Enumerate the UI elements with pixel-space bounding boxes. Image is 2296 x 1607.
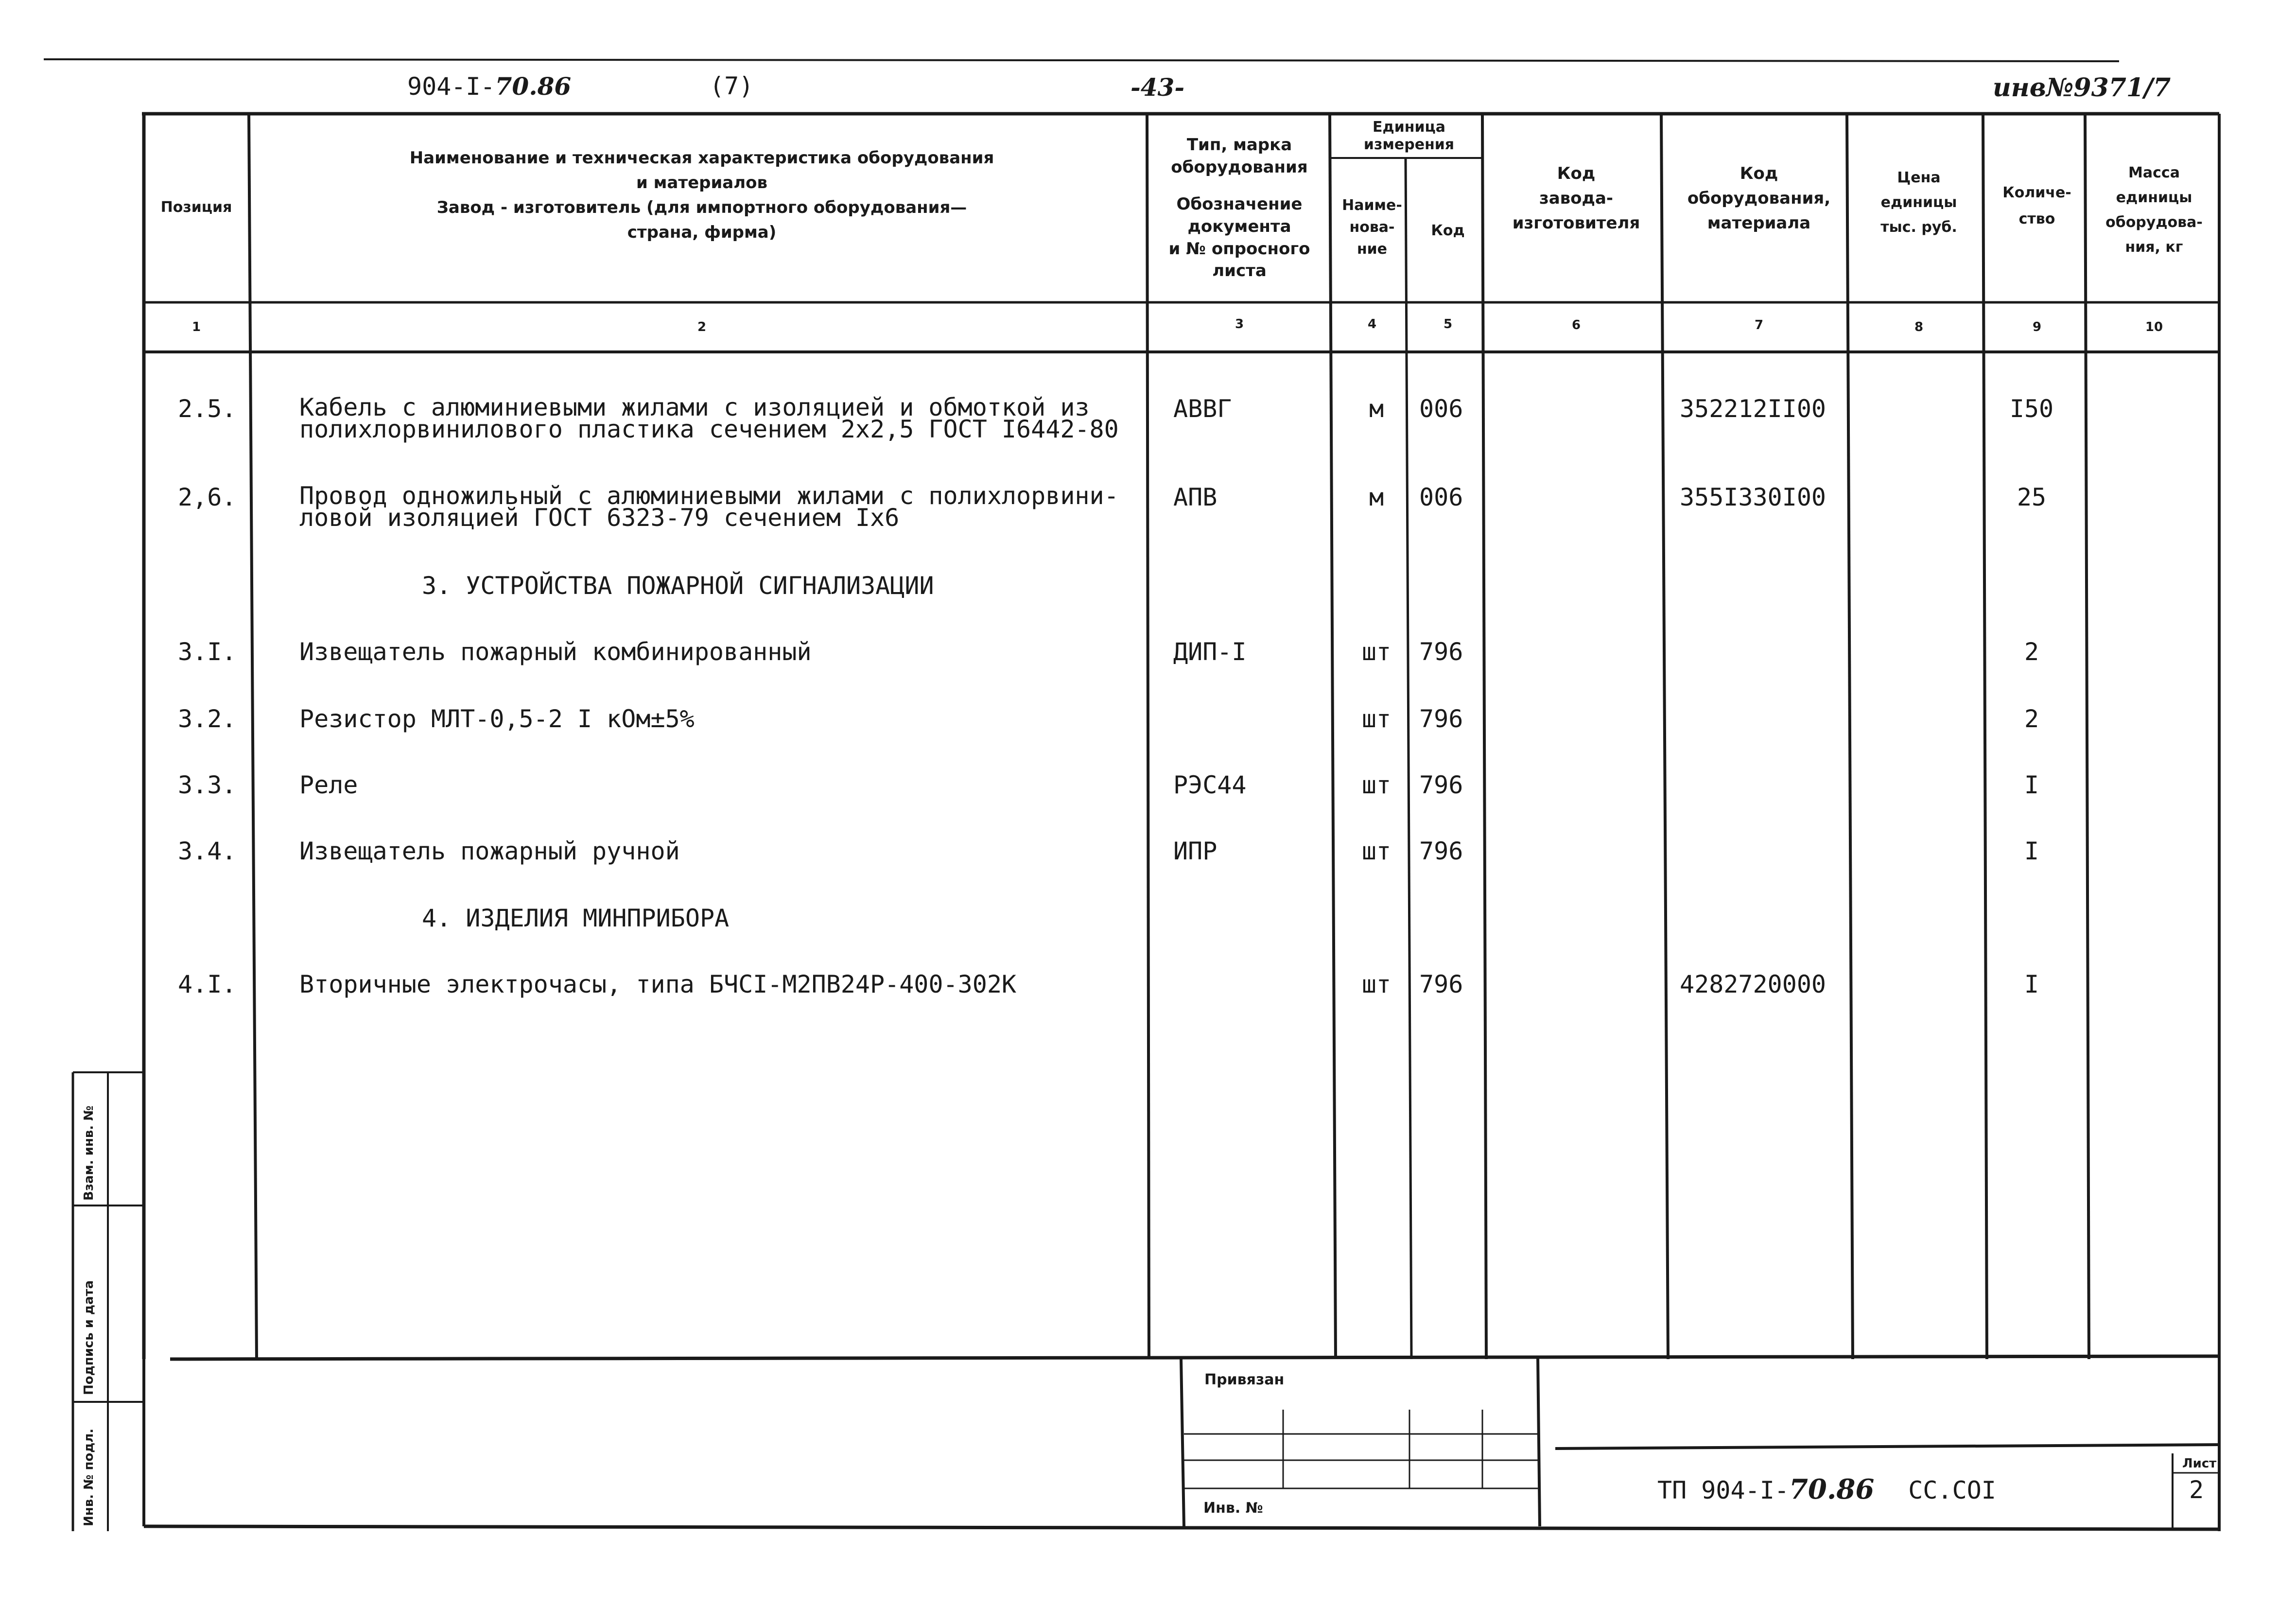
header-factory-code (1486, 161, 1666, 236)
header-name-line3: Завод - изготовитель (для импортного оборудования— (436, 198, 967, 217)
row-name-line1: Кабель с алюминиевыми жилами с изоляцией и обмоткой из (299, 393, 1090, 421)
header-mass-line2: единицы (2116, 189, 2192, 206)
row-unit: шт (1361, 638, 1392, 666)
row-unit: шт (1361, 837, 1392, 865)
row-unit-code: 796 (1419, 771, 1463, 799)
header-mass (2089, 160, 2219, 260)
row-unit-code: 796 (1419, 970, 1463, 998)
header-unit-name-line3: ние (1357, 241, 1388, 258)
row-unit: м (1369, 483, 1384, 511)
header-factory-code-line3: изготовителя (1512, 213, 1640, 233)
row-unit-code: 796 (1419, 837, 1463, 865)
side-label-sign-date: Подпись и дата (82, 1280, 96, 1395)
header-type-line2: оборудования (1171, 157, 1308, 177)
header-price (1853, 165, 1985, 240)
header-quantity-line1: Количе- (2002, 184, 2071, 201)
stamp-sheet-label: Лист (2182, 1456, 2217, 1471)
row-unit-code: 006 (1419, 483, 1463, 511)
header-name-line1: Наименование и техническая характеристика оборудования (409, 148, 994, 168)
col-num-1: 1 (191, 320, 201, 334)
header-name (257, 146, 1147, 245)
row-name: Извещатель пожарный ручной (299, 837, 680, 865)
col-num-5: 5 (1443, 317, 1453, 332)
row-unit: шт (1361, 771, 1392, 799)
header-quantity-line2: ство (2018, 210, 2055, 227)
row-quantity: 2 (2024, 705, 2039, 733)
row-type: АВВГ (1173, 395, 1232, 423)
col-num-6: 6 (1571, 318, 1581, 332)
row-position: 3.I. (178, 638, 237, 666)
header-equipment-code-line3: материала (1707, 213, 1811, 233)
header-type-line3: Обозначение (1176, 194, 1303, 214)
header-unit-name-line2: нова- (1349, 219, 1395, 236)
col-num-10: 10 (2145, 320, 2163, 334)
copy-number: (7) (710, 72, 754, 100)
header-unit-name (1336, 194, 1409, 260)
doc-number-handwritten: 70.86 (495, 72, 572, 101)
header-price-line1: Цена (1897, 169, 1941, 186)
header-unit-line2: измерения (1363, 136, 1455, 153)
row-type: ДИП-I (1173, 638, 1247, 666)
row-position: 3.2. (178, 705, 237, 733)
row-name-line1: Провод одножильный с алюминиевыми жилами с полихлорвини- (299, 482, 1119, 510)
row-quantity: I (2024, 837, 2039, 865)
row-quantity: 2 (2024, 638, 2039, 666)
row-quantity: 25 (2017, 483, 2047, 511)
stamp-doc-handwritten: 70.86 (1789, 1473, 1875, 1505)
header-unit-name-line1: Наиме- (1342, 197, 1402, 214)
header-unit (1336, 119, 1482, 154)
row-position: 2,6. (178, 483, 237, 511)
header-mass-line1: Масса (2128, 164, 2180, 181)
doc-number-prefix: 904-I- (407, 72, 495, 101)
row-name: Реле (299, 771, 358, 799)
header-price-line3: тыс. руб. (1880, 219, 1957, 236)
header-factory-code-line2: завода- (1539, 189, 1614, 208)
doc-number (407, 72, 571, 101)
row-unit: шт (1361, 970, 1392, 998)
header-equipment-code (1668, 161, 1850, 236)
header-unit-line1: Единица (1373, 119, 1445, 136)
row-position: 3.4. (178, 837, 237, 865)
col-num-3: 3 (1235, 317, 1244, 332)
row-type: РЭС44 (1173, 771, 1247, 799)
row-name (299, 393, 1119, 443)
header-equipment-code-line2: оборудования, (1687, 189, 1831, 208)
section-title: 3. УСТРОЙСТВА ПОЖАРНОЙ СИГНАЛИЗАЦИИ (422, 572, 934, 600)
page-number: -43- (1131, 73, 1185, 102)
header-type (1149, 134, 1330, 282)
side-label-replaced-inv: Взам. инв. № (82, 1105, 96, 1201)
stamp-privyazan: Привязан (1204, 1371, 1285, 1388)
header-factory-code-line1: Код (1557, 164, 1596, 183)
row-equipment-code: 352212II00 (1680, 395, 1826, 423)
header-name-line4: страна, фирма) (627, 223, 777, 242)
header-type-line1: Тип, марка (1186, 135, 1292, 155)
row-name: Резистор МЛТ-0,5-2 I кОм±5% (299, 705, 695, 733)
row-quantity: I50 (2009, 395, 2054, 423)
row-type: ИПР (1173, 837, 1218, 865)
col-num-7: 7 (1754, 318, 1764, 332)
header-unit-code: Код (1431, 222, 1465, 239)
row-name (299, 482, 1119, 532)
header-mass-line4: ния, кг (2125, 239, 2183, 256)
header-position: Позиция (160, 199, 232, 216)
row-unit-code: 006 (1419, 395, 1463, 423)
row-position: 3.3. (178, 771, 237, 799)
header-mass-line3: оборудова- (2105, 214, 2203, 231)
header-type-line5: и № опросного (1168, 239, 1310, 259)
row-quantity: I (2024, 970, 2039, 998)
header-type-line4: документа (1187, 216, 1291, 236)
header-type-line6: листа (1212, 261, 1267, 281)
header-equipment-code-line1: Код (1739, 164, 1778, 183)
row-unit: м (1369, 395, 1384, 423)
header-quantity (1987, 180, 2087, 232)
stamp-document-code (1657, 1473, 1996, 1505)
row-unit: шт (1361, 705, 1392, 733)
row-name-line2: полихлорвинилового пластика сечением 2х2,5 ГОСТ I6442-80 (299, 415, 1119, 443)
row-name: Извещатель пожарный комбинированный (299, 638, 812, 666)
stamp-doc-suffix: СС.СОI (1908, 1476, 1996, 1504)
col-num-9: 9 (2032, 320, 2042, 334)
col-num-2: 2 (697, 320, 707, 334)
col-num-4: 4 (1367, 317, 1377, 332)
side-label-original-inv: Инв. № подл. (82, 1428, 96, 1526)
header-price-line2: единицы (1880, 194, 1957, 211)
header-name-line2: и материалов (636, 173, 768, 192)
col-num-8: 8 (1914, 320, 1924, 334)
inventory-number: инв№9371/7 (1993, 73, 2171, 103)
section-title: 4. ИЗДЕЛИЯ МИНПРИБОРА (422, 904, 730, 932)
row-type: АПВ (1173, 483, 1218, 511)
row-equipment-code: 355I330I00 (1680, 483, 1826, 511)
stamp-inv-no: Инв. № (1203, 1500, 1263, 1517)
row-unit-code: 796 (1419, 705, 1463, 733)
row-position: 2.5. (178, 395, 237, 423)
row-unit-code: 796 (1419, 638, 1463, 666)
row-quantity: I (2024, 771, 2039, 799)
row-name: Вторичные электрочасы, типа БЧСI-М2ПВ24Р-400-302К (299, 970, 1017, 998)
row-position: 4.I. (178, 970, 237, 998)
row-equipment-code: 4282720000 (1680, 970, 1826, 998)
stamp-sheet-number: 2 (2189, 1476, 2204, 1504)
row-name-line2: ловой изоляцией ГОСТ 6323-79 сечением Iх6 (299, 504, 900, 532)
stamp-doc-prefix: ТП 904-I- (1657, 1476, 1789, 1504)
